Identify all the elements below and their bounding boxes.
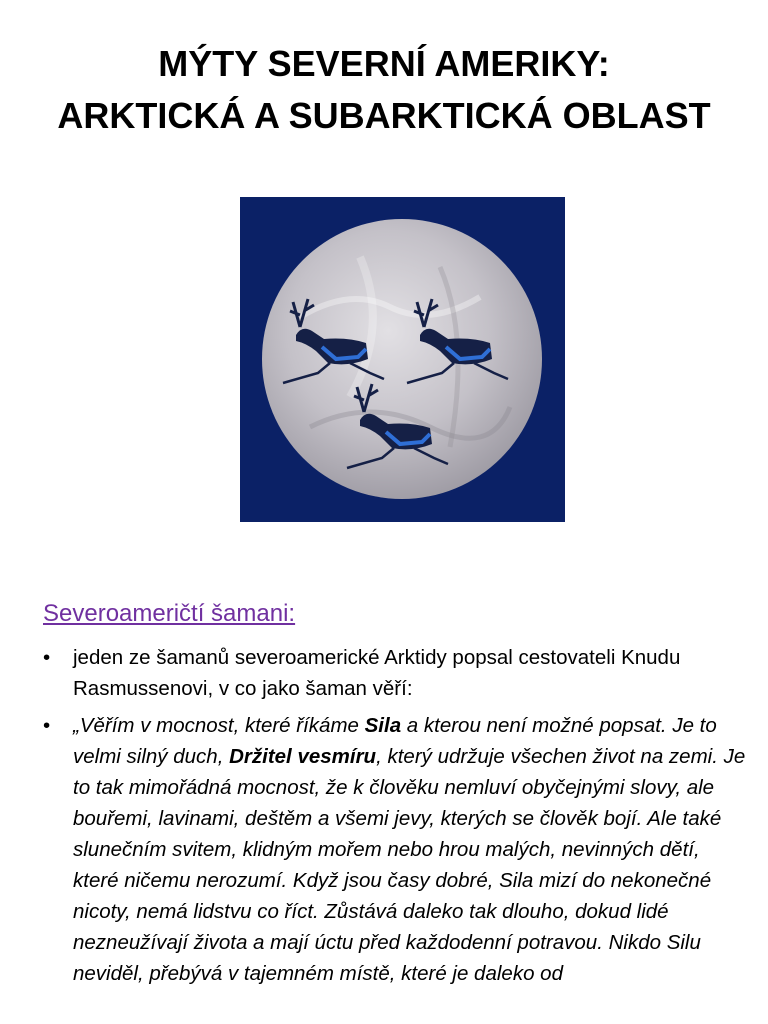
list-item	[43, 642, 748, 704]
bullet-text: jeden ze šamanů severoamerické Arktidy popsal cestovateli Knudu Rasmussenovi, v co jako šaman věří:	[73, 646, 681, 700]
quote-bold-term: Sila	[364, 714, 402, 737]
title-line-2: ARKTICKÁ A SUBARKTICKÁ OBLAST	[57, 95, 711, 136]
emblem-disc	[262, 219, 542, 499]
slide-title	[0, 38, 768, 142]
caribou-disc-image	[240, 197, 565, 522]
quote-text-part: „Věřím v mocnost, které říkáme	[73, 714, 365, 737]
quote-bold-term: Držitel vesmíru	[229, 745, 377, 768]
section-heading: Severoameričtí šamani:	[43, 600, 296, 627]
bullet-list	[43, 642, 748, 995]
quote-text-part: a kterou není možné popsat. Je to velmi silný duch,	[73, 714, 717, 768]
bullet-icon: •	[43, 714, 51, 737]
bullet-icon: •	[43, 646, 51, 669]
list-item	[43, 710, 748, 989]
quote-text-part: , který udržuje všechen život na zemi. Je to tak mimořádná mocnost, že k člověku nemluví obyčejnými slovy, ale bouřemi, lavinami, deštěm a všemi jevy, kterých se člověk bojí. Ale také slunečním svitem, klidným mořem nebo hrou malých, nevinných dětí, které ničemu nerozumí. Když jsou časy dobré, Sila mizí do nekonečné nicoty, nemá lidstvu co říct. Zůstává daleko tak dlouho, dokud lidé nezneužívají života a mají úctu před každodenní potravou. Nikdo Silu neviděl, přebývá v tajemném místě, které je daleko od	[73, 745, 746, 985]
title-line-1: MÝTY SEVERNÍ AMERIKY:	[158, 43, 610, 84]
